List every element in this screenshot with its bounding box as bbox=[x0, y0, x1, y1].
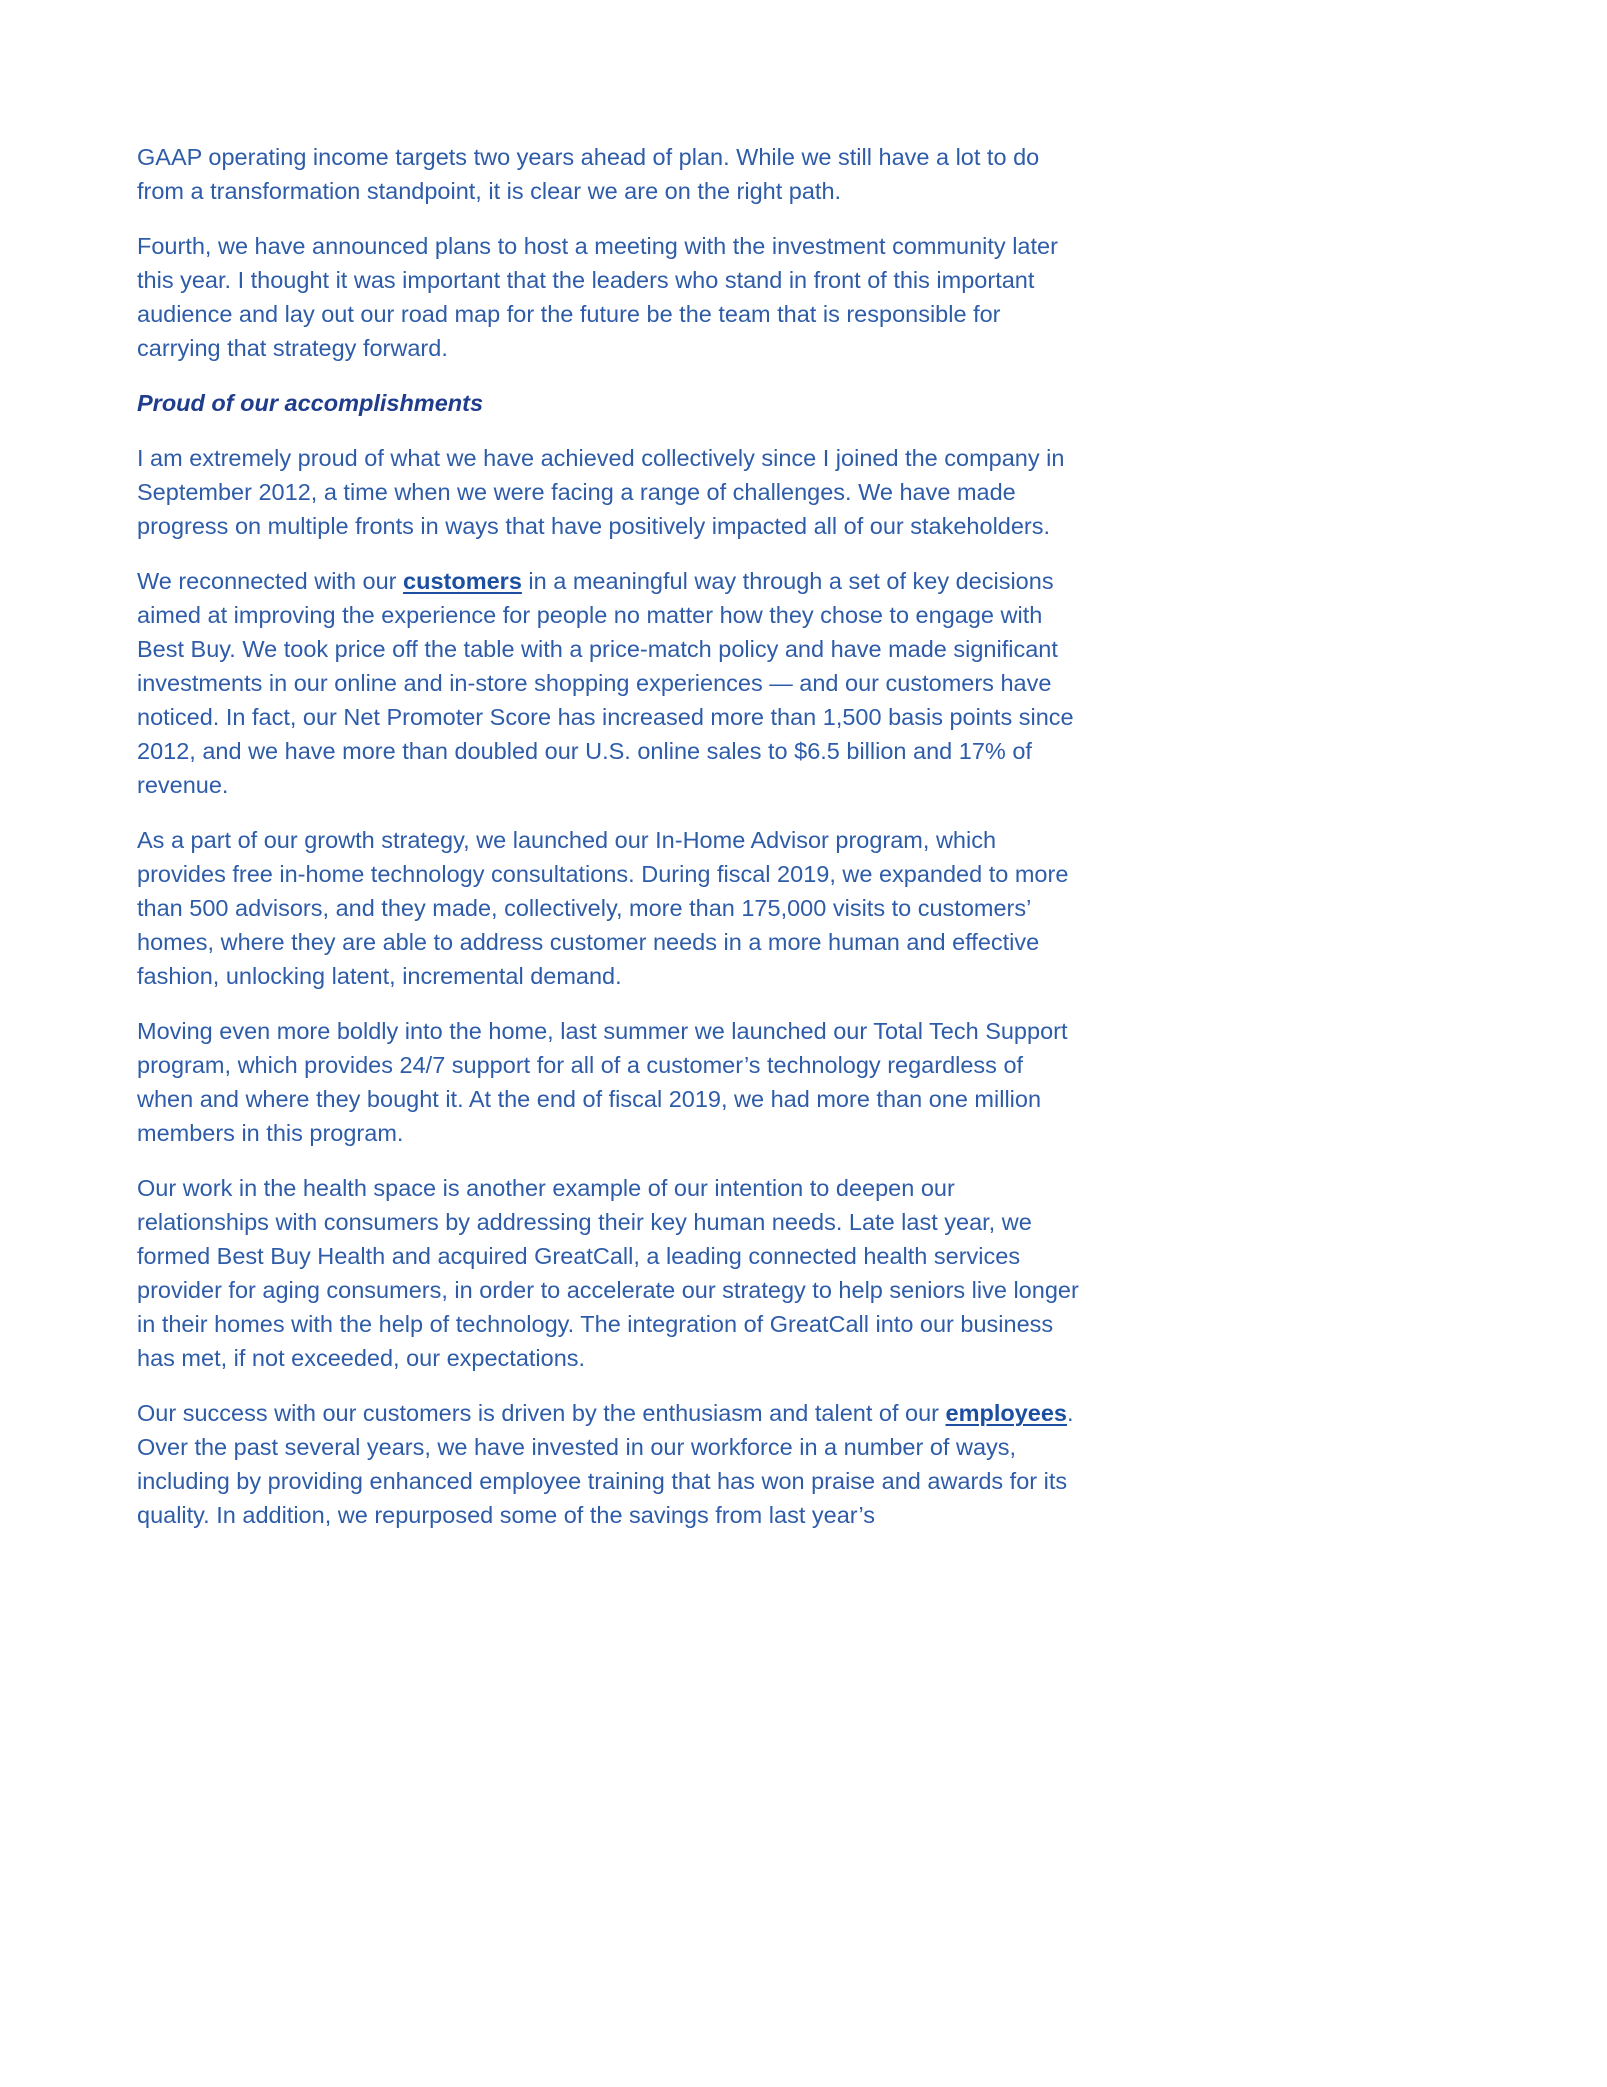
paragraph bbox=[137, 1396, 1082, 1532]
text-run: As a part of our growth strategy, we launched our In-Home Advisor program, which provides free in-home technology consultations. During fiscal 2019, we expanded to more than 500 advisors, and they made, collectively, more than 175,000 visits to customers’ homes, where they are able to address customer needs in a more human and effective fashion, unlocking latent, incremental demand. bbox=[137, 827, 1069, 989]
inline-link[interactable]: employees bbox=[945, 1400, 1067, 1426]
paragraph bbox=[137, 140, 1082, 208]
paragraph bbox=[137, 823, 1082, 993]
document-body bbox=[137, 140, 1082, 1553]
section-heading bbox=[137, 386, 1082, 420]
text-run: GAAP operating income targets two years ahead of plan. While we still have a lot to do from a transformation standpoint, it is clear we are on the right path. bbox=[137, 144, 1040, 204]
text-run: Our success with our customers is driven by the enthusiasm and talent of our bbox=[137, 1400, 946, 1426]
inline-link[interactable]: customers bbox=[403, 568, 522, 594]
paragraph bbox=[137, 564, 1082, 802]
paragraph bbox=[137, 441, 1082, 543]
text-run: . Over the past several years, we have invested in our workforce in a number of ways, including by providing enhanced employee training that has won praise and awards for its quality. In addition, we repurposed some of the savings from last year’s bbox=[137, 1400, 1074, 1528]
text-run: Fourth, we have announced plans to host a meeting with the investment community later this year. I thought it was important that the leaders who stand in front of this important audience and lay out our road map for the future be the team that is responsible for carrying that strategy forward. bbox=[137, 233, 1058, 361]
text-run: in a meaningful way through a set of key decisions aimed at improving the experience for people no matter how they chose to engage with Best Buy. We took price off the table with a price-match policy and have made significant investments in our online and in-store shopping experiences — and our customers have noticed. In fact, our Net Promoter Score has increased more than 1,500 basis points since 2012, and we have more than doubled our U.S. online sales to $6.5 billion and 17% of revenue. bbox=[137, 568, 1074, 798]
text-run: Our work in the health space is another example of our intention to deepen our relationships with consumers by addressing their key human needs. Late last year, we formed Best Buy Health and acquired GreatCall, a leading connected health services provider for aging consumers, in order to accelerate our strategy to help seniors live longer in their homes with the help of technology. The integration of GreatCall into our business has met, if not exceeded, our expectations. bbox=[137, 1175, 1079, 1371]
paragraph bbox=[137, 1171, 1082, 1375]
paragraph bbox=[137, 1014, 1082, 1150]
text-run: I am extremely proud of what we have achieved collectively since I joined the company in September 2012, a time when we were facing a range of challenges. We have made progress on multiple fronts in ways that have positively impacted all of our stakeholders. bbox=[137, 445, 1065, 539]
paragraph bbox=[137, 229, 1082, 365]
text-run: Proud of our accomplishments bbox=[137, 390, 484, 416]
text-run: Moving even more boldly into the home, last summer we launched our Total Tech Support program, which provides 24/7 support for all of a customer’s technology regardless of when and where they bought it. At the end of fiscal 2019, we had more than one million members in this program. bbox=[137, 1018, 1068, 1146]
text-run: We reconnected with our bbox=[137, 568, 404, 594]
